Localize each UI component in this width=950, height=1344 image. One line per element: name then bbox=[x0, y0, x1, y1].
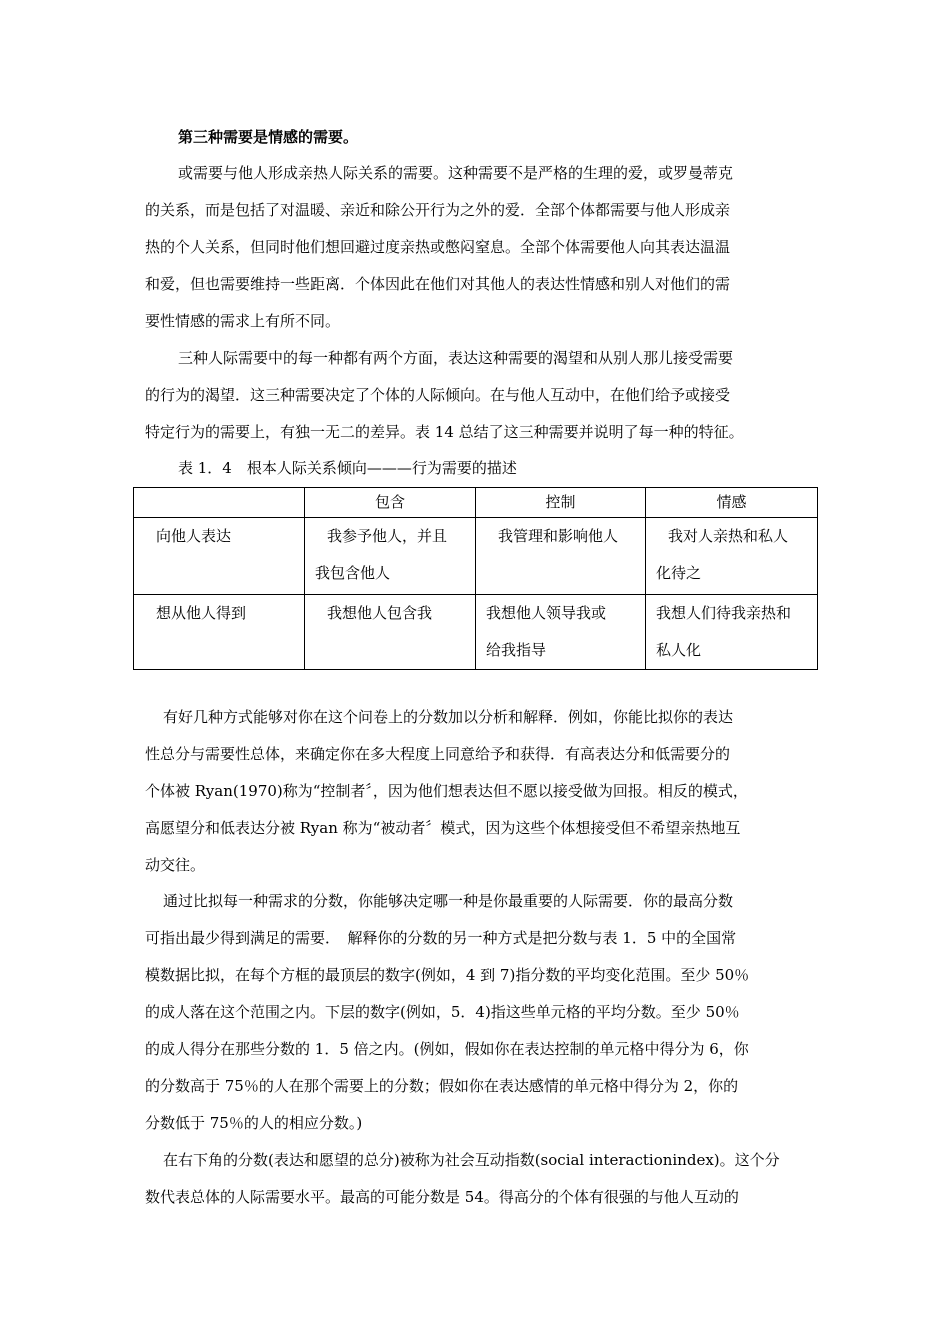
table-cell: 我对人亲热和私人 化待之 bbox=[646, 518, 818, 595]
row-label-cell: 想从他人得到 bbox=[134, 595, 305, 670]
paragraph-line: 的成人得分在那些分数的 1．5 倍之内。(例如，假如你在表达控制的单元格中得分为 6，你 bbox=[145, 1040, 749, 1058]
table-cell: 我管理和影响他人 bbox=[476, 518, 646, 595]
paragraph-line: 在右下角的分数(表达和愿望的总分)被称为社会互动指数(social interactionindex)。这个分 bbox=[163, 1151, 780, 1169]
table-header-cell: 包含 bbox=[305, 488, 476, 518]
paragraph-line: 分数低于 75％的人的相应分数。) bbox=[145, 1114, 363, 1132]
paragraph-line: 要性情感的需求上有所不同。 bbox=[145, 312, 341, 330]
paragraph-line: 个体被 Ryan(1970)称为“控制者〞，因为他们想表达但不愿以接受做为回报。相反的模式， bbox=[145, 782, 748, 800]
paragraph-line: 特定行为的需要上，有独一无二的差异。表 14 总结了这三种需要并说明了每一种的特征。 bbox=[145, 423, 744, 441]
paragraph-line: 的成人落在这个范围之内。下层的数字(例如，5．4)指这些单元格的平均分数。至少 50％ bbox=[145, 1003, 740, 1021]
paragraph-line: 的行为的渴望．这三种需要决定了个体的人际倾向。在与他人互动中，在他们给予或接受 bbox=[145, 386, 731, 404]
paragraph-line: 热的个人关系，但同时他们想回避过度亲热或憋闷窒息。全部个体需要他人向其表达温温 bbox=[145, 238, 731, 256]
table-cell: 我想他人领导我或 给我指导 bbox=[476, 595, 646, 670]
paragraph-line: 模数据比拟，在每个方框的最顶层的数字(例如，4 到 7)指分数的平均变化范围。至少 50％ bbox=[145, 966, 750, 984]
table-header-cell: 控制 bbox=[476, 488, 646, 518]
paragraph-line: 数代表总体的人际需要水平。最高的可能分数是 54。得高分的个体有很强的与他人互动的 bbox=[145, 1188, 739, 1206]
paragraph-line: 三种人际需要中的每一种都有两个方面，表达这种需要的渴望和从别人那儿接受需要 bbox=[178, 349, 734, 367]
table-row bbox=[134, 518, 818, 595]
table-caption: 表 1．4 根本人际关系倾向———行为需要的描述 bbox=[178, 459, 517, 477]
paragraph-line: 有好几种方式能够对你在这个问卷上的分数加以分析和解释．例如，你能比拟你的表达 bbox=[163, 708, 734, 726]
table-cell: 我想他人包含我 bbox=[305, 595, 476, 670]
needs-table bbox=[133, 487, 818, 670]
paragraph-line: 高愿望分和低表达分被 Ryan 称为“被动者〞模式，因为这些个体想接受但不希望亲热地互 bbox=[145, 819, 741, 837]
paragraph-line: 性总分与需要性总体，来确定你在多大程度上同意给予和获得．有高表达分和低需要分的 bbox=[145, 745, 731, 763]
table-cell: 我想人们待我亲热和 私人化 bbox=[646, 595, 818, 670]
paragraph-line: 和爱，但也需要维持一些距离．个体因此在他们对其他人的表达性情感和别人对他们的需 bbox=[145, 275, 731, 293]
paragraph-line: 通过比拟每一种需求的分数，你能够决定哪一种是你最重要的人际需要．你的最高分数 bbox=[163, 892, 734, 910]
paragraph-line: 的分数高于 75％的人在那个需要上的分数；假如你在表达感情的单元格中得分为 2，你的 bbox=[145, 1077, 739, 1095]
paragraph-line: 可指出最少得到满足的需要． 解释你的分数的另一种方式是把分数与表 1．5 中的全国常 bbox=[145, 929, 737, 947]
table-row bbox=[134, 595, 818, 670]
table-header-cell bbox=[134, 488, 305, 518]
row-label-cell: 向他人表达 bbox=[134, 518, 305, 595]
table-header-row bbox=[134, 488, 818, 518]
paragraph-line: 或需要与他人形成亲热人际关系的需要。这种需要不是严格的生理的爱，或罗曼蒂克 bbox=[178, 164, 734, 182]
table-header-cell: 情感 bbox=[646, 488, 818, 518]
table-cell: 我参予他人，并且 我包含他人 bbox=[305, 518, 476, 595]
paragraph-line: 的关系，而是包括了对温暖、亲近和除公开行为之外的爱．全部个体都需要与他人形成亲 bbox=[145, 201, 731, 219]
section-heading: 第三种需要是情感的需要。 bbox=[178, 128, 359, 146]
paragraph-line: 动交往。 bbox=[145, 856, 206, 874]
